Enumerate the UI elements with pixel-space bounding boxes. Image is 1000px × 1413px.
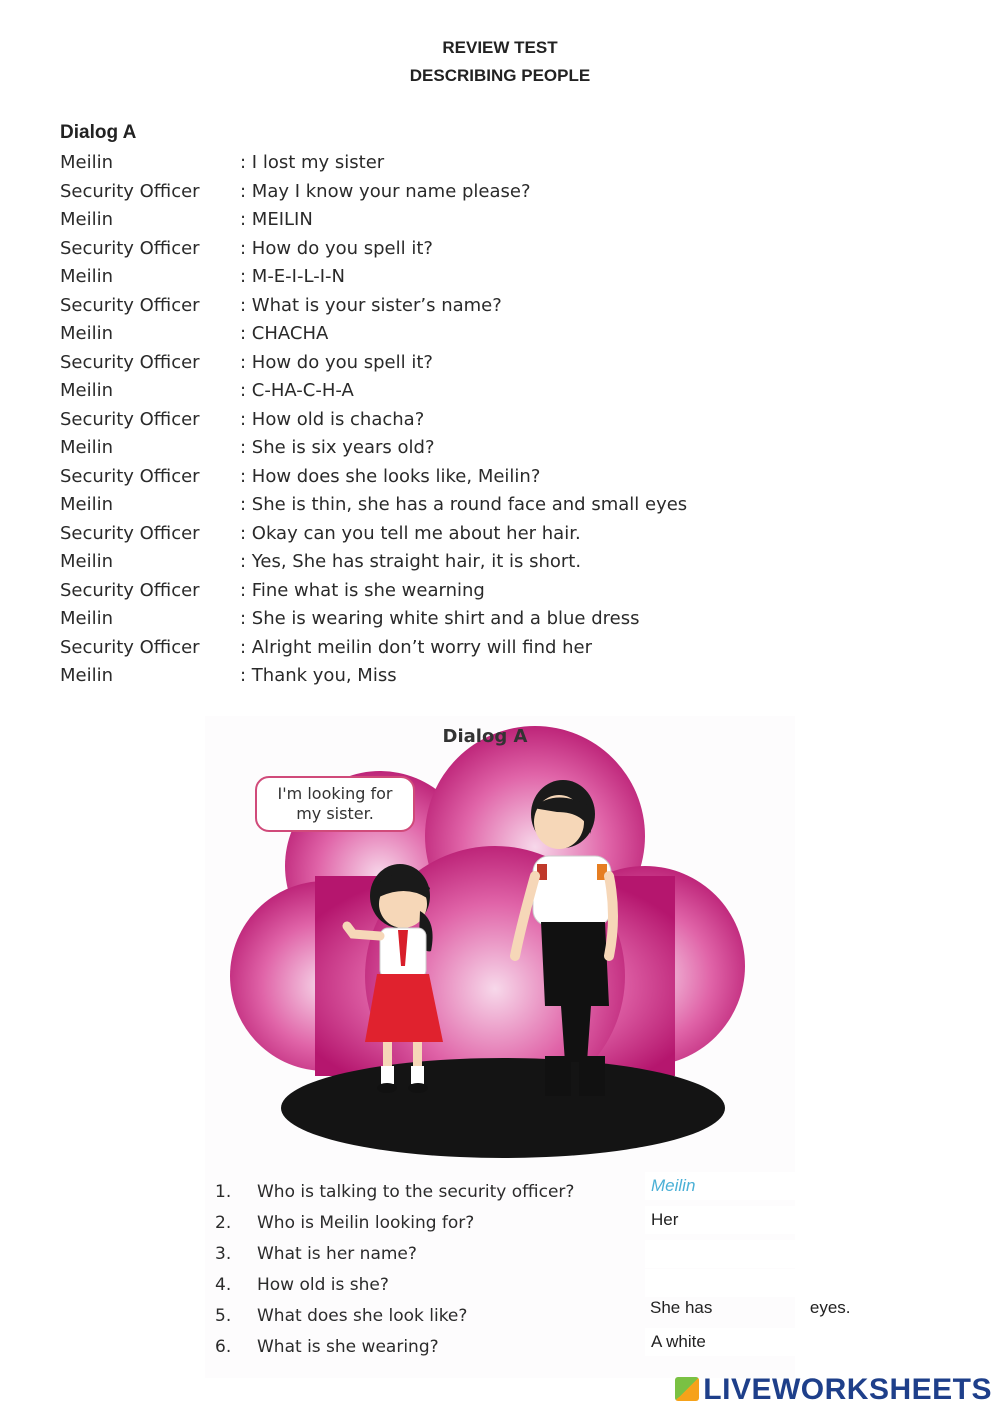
dialog-line <box>60 549 860 578</box>
dialog-line <box>60 407 860 436</box>
speech-bubble <box>255 776 415 832</box>
speaker: Meilin <box>60 266 114 287</box>
question-text: How old is she? <box>257 1275 389 1295</box>
answer-field-3[interactable] <box>645 1240 795 1268</box>
dialog-line <box>60 236 860 265</box>
figure-title: Dialog A <box>442 726 528 747</box>
dialog-line <box>60 264 860 293</box>
utterance: : Okay can you tell me about her hair. <box>240 522 581 544</box>
utterance: : MEILIN <box>240 209 313 230</box>
utterance: : She is wearing white shirt and a blue dress <box>240 608 640 629</box>
question-number: 2. <box>215 1213 232 1233</box>
answer-suffix: eyes. <box>809 1298 851 1317</box>
speaker: Meilin <box>60 608 114 629</box>
speaker: Security Officer <box>60 636 200 658</box>
speaker: Meilin <box>60 437 114 458</box>
bubble-line: my sister. <box>296 804 374 823</box>
speaker: Security Officer <box>60 579 200 601</box>
utterance: : How old is chacha? <box>240 408 425 430</box>
liveworksheets-icon <box>675 1377 699 1401</box>
dialog-line <box>60 635 860 664</box>
floor-shadow <box>281 1058 725 1158</box>
utterance: : She is thin, she has a round face and small eyes <box>240 494 688 515</box>
question-text: What is she wearing? <box>257 1337 439 1357</box>
worksheet-subtitle: DESCRIBING PEOPLE <box>409 66 591 85</box>
dialog-line <box>60 663 860 692</box>
utterance: : Yes, She has straight hair, it is short. <box>240 551 582 572</box>
answer-field-2[interactable]: Her <box>645 1206 795 1234</box>
dialog-line <box>60 321 860 350</box>
utterance: : She is six years old? <box>240 437 435 458</box>
utterance: : CHACHA <box>240 323 329 344</box>
utterance: : How does she looks like, Meilin? <box>240 465 541 487</box>
speaker: Security Officer <box>60 237 200 259</box>
question-text: What is her name? <box>257 1244 417 1264</box>
speaker: Meilin <box>60 665 114 686</box>
dialog-line <box>60 207 860 236</box>
speaker: Meilin <box>60 209 114 230</box>
speaker: Meilin <box>60 380 114 401</box>
speaker: Meilin <box>60 323 114 344</box>
utterance: : How do you spell it? <box>240 351 433 373</box>
worksheet-title: REVIEW TEST <box>442 38 558 57</box>
utterance: : Thank you, Miss <box>240 665 397 686</box>
utterance: : May I know your name please? <box>240 180 531 202</box>
question-text: What does she look like? <box>257 1306 468 1326</box>
question-number: 5. <box>215 1306 232 1326</box>
speaker: Meilin <box>60 551 114 572</box>
utterance: : How do you spell it? <box>240 237 433 259</box>
dialog-line <box>60 578 860 607</box>
dialog-line <box>60 435 860 464</box>
speaker: Meilin <box>60 152 114 173</box>
dialog-line <box>60 293 860 322</box>
question-number: 6. <box>215 1337 232 1357</box>
question-number: 1. <box>215 1182 232 1202</box>
dialog-transcript <box>60 150 860 692</box>
question-text: Who is Meilin looking for? <box>257 1213 475 1233</box>
speaker: Security Officer <box>60 465 200 487</box>
bubble-line: I'm looking for <box>277 784 393 803</box>
utterance: : What is your sister’s name? <box>240 294 502 316</box>
utterance: : M-E-I-L-I-N <box>240 266 345 287</box>
question-number: 3. <box>215 1244 232 1264</box>
speaker: Security Officer <box>60 294 200 316</box>
textbook-figure <box>205 716 851 1378</box>
answer-field-6[interactable]: A white <box>645 1328 795 1356</box>
speaker: Security Officer <box>60 522 200 544</box>
dialog-line <box>60 150 860 179</box>
speaker: Security Officer <box>60 180 200 202</box>
dialog-line <box>60 521 860 550</box>
answer-field-1[interactable]: Meilin <box>645 1172 795 1200</box>
dialog-line <box>60 378 860 407</box>
utterance: : Alright meilin don’t worry will find her <box>240 636 593 658</box>
utterance: : C-HA-C-H-A <box>240 380 354 401</box>
dialog-line <box>60 492 860 521</box>
speaker: Meilin <box>60 494 114 515</box>
question-text: Who is talking to the security officer? <box>257 1182 575 1202</box>
answer-prefix: She has <box>650 1298 713 1317</box>
dialog-line <box>60 350 860 379</box>
speaker: Security Officer <box>60 408 200 430</box>
dialog-line <box>60 179 860 208</box>
dialog-heading: Dialog A <box>60 122 137 143</box>
utterance: : Fine what is she wearning <box>240 579 485 601</box>
speaker: Security Officer <box>60 351 200 373</box>
question-number: 4. <box>215 1275 232 1295</box>
answer-field-4[interactable] <box>645 1269 795 1297</box>
brand-text: LIVEWORKSHEETS <box>703 1373 992 1406</box>
liveworksheets-logo <box>675 1373 992 1407</box>
answer-field-5[interactable] <box>650 1298 851 1318</box>
dialog-line <box>60 464 860 493</box>
utterance: : I lost my sister <box>240 152 385 173</box>
dialog-line <box>60 606 860 635</box>
